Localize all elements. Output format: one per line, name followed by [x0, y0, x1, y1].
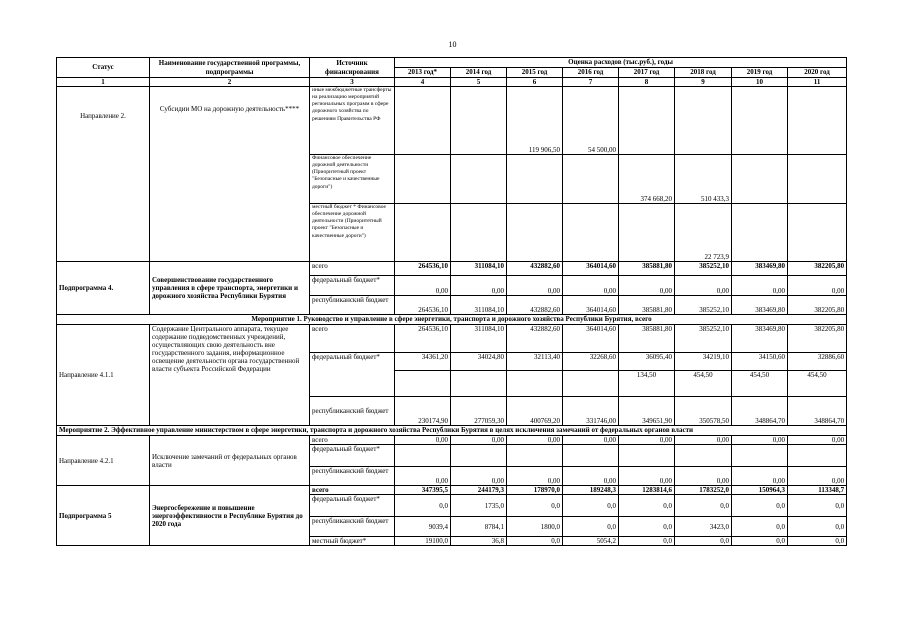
napr411-fed-value: 34361,20: [395, 353, 451, 371]
podpr4-fed-value: 0,00: [619, 276, 675, 296]
podpr5-local-value: 0,0: [732, 537, 788, 546]
podpr4-total-value: 385881,80: [619, 262, 675, 276]
napr421-total-value: 0,00: [675, 436, 732, 445]
napr421-rep-value: 0,00: [395, 467, 451, 486]
podpr5-rep-value: 1800,0: [507, 517, 563, 537]
podpr5-rep-value: 0,0: [732, 517, 788, 537]
napr421-rep-value: 0,00: [563, 467, 619, 486]
col-number: 6: [507, 78, 563, 87]
podpr4-source-fed: федеральный бюджет*: [310, 276, 395, 296]
napr411-total-value: 382205,80: [788, 325, 847, 353]
col-number: 5: [451, 78, 507, 87]
napr411-fed-value: 34024,80: [451, 353, 507, 371]
podpr5-fed-value: 0,0: [732, 495, 788, 517]
napr411-rep-value: 331746,00: [563, 397, 619, 426]
header-year: 2018 год: [675, 68, 732, 78]
napr421-rep-value: 0,00: [451, 467, 507, 486]
podpr4-rep-value: 264536,10: [395, 296, 451, 315]
podpr5-fed-value: 0,0: [619, 495, 675, 517]
podpr4-rep-value: 385252,10: [675, 296, 732, 315]
napr2-source-2: Финансовое обеспечение дорожной деятельности (Приоритетный проект "Безопасные и качественные дороги"): [310, 155, 395, 204]
napr2-value-2016: 54 500,00: [563, 87, 619, 155]
podpr5-local-value: 36,8: [451, 537, 507, 546]
podpr5-local-value: 5054,2: [563, 537, 619, 546]
napr421-name: Исключение замечаний от федеральных органов власти: [150, 436, 310, 486]
header-estimate: Оценка расходов (тыс.руб.), годы: [395, 58, 847, 68]
napr411-fed-value: 32268,60: [563, 353, 619, 371]
header-year: 2013 год*: [395, 68, 451, 78]
podpr4-fed-value: 0,00: [788, 276, 847, 296]
podpr4-total-value: 385252,10: [675, 262, 732, 276]
header-program: Наименование государственной программы, подпрограммы: [150, 58, 310, 78]
napr411-fed-extra: 454,50: [675, 371, 732, 397]
napr411-name: Содержание Центрального аппарата, текущее содержание подведомственных учреждений, осуществляющих свою деятельность вне государственного задания, информационное освещение деятельности органа государственной власти субъекта Российской Федерации: [150, 325, 310, 426]
col-number: 4: [395, 78, 451, 87]
podpr5-total-value: 347395,5: [395, 486, 451, 495]
col-number: 11: [788, 78, 847, 87]
napr2-value-2017: 374 668,20: [619, 155, 675, 204]
podpr5-total-value: 1283814,6: [619, 486, 675, 495]
napr421-source-rep: республиканский бюджет: [310, 467, 395, 486]
napr411-fed-value: 34150,60: [732, 353, 788, 371]
podpr5-local-value: 0,0: [788, 537, 847, 546]
napr411-rep-value: 277059,30: [451, 397, 507, 426]
napr411-source-fed: федеральный бюджет*: [310, 353, 395, 397]
napr2-source-1: иные межбюджетные трансферты на реализацию мероприятий региональных программ в сфере дорожного хозяйства по решениям Правительства РФ: [310, 87, 395, 155]
podpr5-rep-value: 9039,4: [395, 517, 451, 537]
napr421-rep-value: 0,00: [619, 467, 675, 486]
col-number: 10: [732, 78, 788, 87]
col-number: 2: [150, 78, 310, 87]
podpr5-total-value: 113348,7: [788, 486, 847, 495]
napr411-total-value: 432882,60: [507, 325, 563, 353]
napr411-fed-value: 34219,10: [675, 353, 732, 371]
podpr5-local-value: 0,0: [675, 537, 732, 546]
podpr5-fed-value: 0,0: [507, 495, 563, 517]
podpr5-rep-value: 0,0: [619, 517, 675, 537]
napr411-rep-value: 349651,90: [619, 397, 675, 426]
napr421-rep-value: 0,00: [788, 467, 847, 486]
napr411-rep-value: 348864,70: [788, 397, 847, 426]
napr2-value-2018: 510 433,3: [675, 155, 732, 204]
podpr5-total-value: 1783252,0: [675, 486, 732, 495]
napr2-source-3: местный бюджет * Финансовое обеспечение дорожной деятельности (Приоритетный проект "Безопасные и качественные дороги"): [310, 204, 395, 262]
podpr4-rep-value: 383469,80: [732, 296, 788, 315]
header-source: Источник финансирования: [310, 58, 395, 78]
napr411-fed-extra: 454,50: [732, 371, 788, 397]
napr421-total-value: 0,00: [563, 436, 619, 445]
podpr5-total-value: 150964,3: [732, 486, 788, 495]
napr421-rep-value: 0,00: [507, 467, 563, 486]
podpr4-rep-value: 382205,80: [788, 296, 847, 315]
podpr4-name: Совершенствование государственного управления в сфере транспорта, энергетики и дорожного хозяйства Республики Бурятия: [150, 262, 310, 315]
napr421-total-value: 0,00: [732, 436, 788, 445]
podpr5-status: Подпрограмма 5: [57, 486, 150, 546]
podpr4-total-value: 432882,60: [507, 262, 563, 276]
podpr4-source-rep: республиканский бюджет: [310, 296, 395, 315]
napr411-fed-value: 36095,40: [619, 353, 675, 371]
napr421-source-fed: федеральный бюджет*: [310, 445, 395, 467]
col-number: 8: [619, 78, 675, 87]
napr411-source-total: всего: [310, 325, 395, 353]
napr411-rep-value: 230174,90: [395, 397, 451, 426]
napr421-status: Направление 4.2.1: [57, 436, 150, 486]
expenditure-table: [56, 57, 847, 546]
napr2-value-2018-local: 22 723,9: [675, 204, 732, 262]
podpr5-total-value: 244179,3: [451, 486, 507, 495]
header-year: 2020 год: [788, 68, 847, 78]
podpr5-total-value: 178970,0: [507, 486, 563, 495]
napr411-rep-value: 400769,20: [507, 397, 563, 426]
napr411-total-value: 385252,10: [675, 325, 732, 353]
header-year: 2017 год: [619, 68, 675, 78]
podpr4-total-value: 264536,10: [395, 262, 451, 276]
podpr4-fed-value: 0,00: [507, 276, 563, 296]
col-number: 7: [563, 78, 619, 87]
napr411-status: Направление 4.1.1: [57, 325, 150, 426]
header-year: 2014 год: [451, 68, 507, 78]
header-status: Статус: [57, 58, 150, 78]
napr411-total-value: 383469,80: [732, 325, 788, 353]
podpr4-rep-value: 385881,80: [619, 296, 675, 315]
header-year: 2015 год: [507, 68, 563, 78]
podpr4-source-total: всего: [310, 262, 395, 276]
napr421-total-value: 0,00: [451, 436, 507, 445]
header-year: 2016 год: [563, 68, 619, 78]
napr411-total-value: 311084,10: [451, 325, 507, 353]
podpr5-fed-value: 0,0: [788, 495, 847, 517]
napr421-total-value: 0,00: [619, 436, 675, 445]
napr2-name: Субсидии МО на дорожную деятельность****: [150, 87, 310, 262]
podpr5-local-value: 0,0: [619, 537, 675, 546]
podpr4-fed-value: 0,00: [563, 276, 619, 296]
podpr4-rep-value: 432882,60: [507, 296, 563, 315]
header-year: 2019 год: [732, 68, 788, 78]
podpr4-total-value: 311084,10: [451, 262, 507, 276]
meropr2-title: Мероприятие 2. Эффективное управление министерством в сфере энергетики, транспорта и дорожного хозяйства Республики Бурятия в целях исключения замечаний от федеральных органов власти: [57, 426, 847, 436]
napr411-total-value: 385881,80: [619, 325, 675, 353]
column-number-row: [57, 78, 847, 87]
col-number: 1: [57, 78, 150, 87]
napr421-total-value: 0,00: [507, 436, 563, 445]
podpr5-rep-value: 0,0: [563, 517, 619, 537]
napr411-fed-value: 32886,60: [788, 353, 847, 371]
podpr4-rep-value: 364014,60: [563, 296, 619, 315]
podpr5-local-value: 19100,0: [395, 537, 451, 546]
podpr4-total-value: 382205,80: [788, 262, 847, 276]
napr411-fed-extra: 454,50: [788, 371, 847, 397]
podpr4-fed-value: 0,00: [395, 276, 451, 296]
napr2-status: Направление 2.: [57, 87, 150, 262]
podpr5-source-rep: республиканский бюджет: [310, 517, 395, 537]
podpr5-local-value: 0,0: [507, 537, 563, 546]
napr411-fed-extra: 134,50: [619, 371, 675, 397]
napr411-total-value: 264536,10: [395, 325, 451, 353]
podpr5-total-value: 189248,3: [563, 486, 619, 495]
napr411-rep-value: 348864,70: [732, 397, 788, 426]
napr411-total-value: 364014,60: [563, 325, 619, 353]
podpr5-rep-value: 3423,0: [675, 517, 732, 537]
napr411-source-rep: республиканский бюджет: [310, 397, 395, 426]
podpr4-total-value: 383469,80: [732, 262, 788, 276]
podpr5-rep-value: 0,0: [788, 517, 847, 537]
col-number: 9: [675, 78, 732, 87]
podpr5-source-total: всего: [310, 486, 395, 495]
podpr4-fed-value: 0,00: [451, 276, 507, 296]
napr421-rep-value: 0,00: [675, 467, 732, 486]
napr421-total-value: 0,00: [788, 436, 847, 445]
podpr5-source-fed: федеральный бюджет*: [310, 495, 395, 517]
napr411-rep-value: 350578,50: [675, 397, 732, 426]
col-number: 3: [310, 78, 395, 87]
napr411-fed-value: 32113,40: [507, 353, 563, 371]
podpr5-fed-value: 0,0: [395, 495, 451, 517]
podpr4-total-value: 364014,60: [563, 262, 619, 276]
podpr4-fed-value: 0,00: [732, 276, 788, 296]
podpr5-fed-value: 1735,0: [451, 495, 507, 517]
podpr5-rep-value: 8784,1: [451, 517, 507, 537]
napr421-source-total: всего: [310, 436, 395, 445]
podpr5-fed-value: 0,0: [563, 495, 619, 517]
page-number: 10: [448, 40, 457, 49]
podpr5-source-local: местный бюджет*: [310, 537, 395, 546]
napr2-value-2015: 119 906,50: [507, 87, 563, 155]
napr421-total-value: 0,00: [395, 436, 451, 445]
podpr5-fed-value: 0,0: [675, 495, 732, 517]
napr421-rep-value: 0,00: [732, 467, 788, 486]
meropr1-title: Мероприятие 1. Руководство и управление в сфере энергетики, транспорта и дорожного хозяйства Республики Бурятия, всего: [57, 315, 847, 325]
podpr4-rep-value: 311084,10: [451, 296, 507, 315]
podpr4-status: Подпрограмма 4.: [57, 262, 150, 315]
podpr5-name: Энергосбережение и повышение энергоэффективности в Республике Бурятия до 2020 года: [150, 486, 310, 546]
podpr4-fed-value: 0,00: [675, 276, 732, 296]
